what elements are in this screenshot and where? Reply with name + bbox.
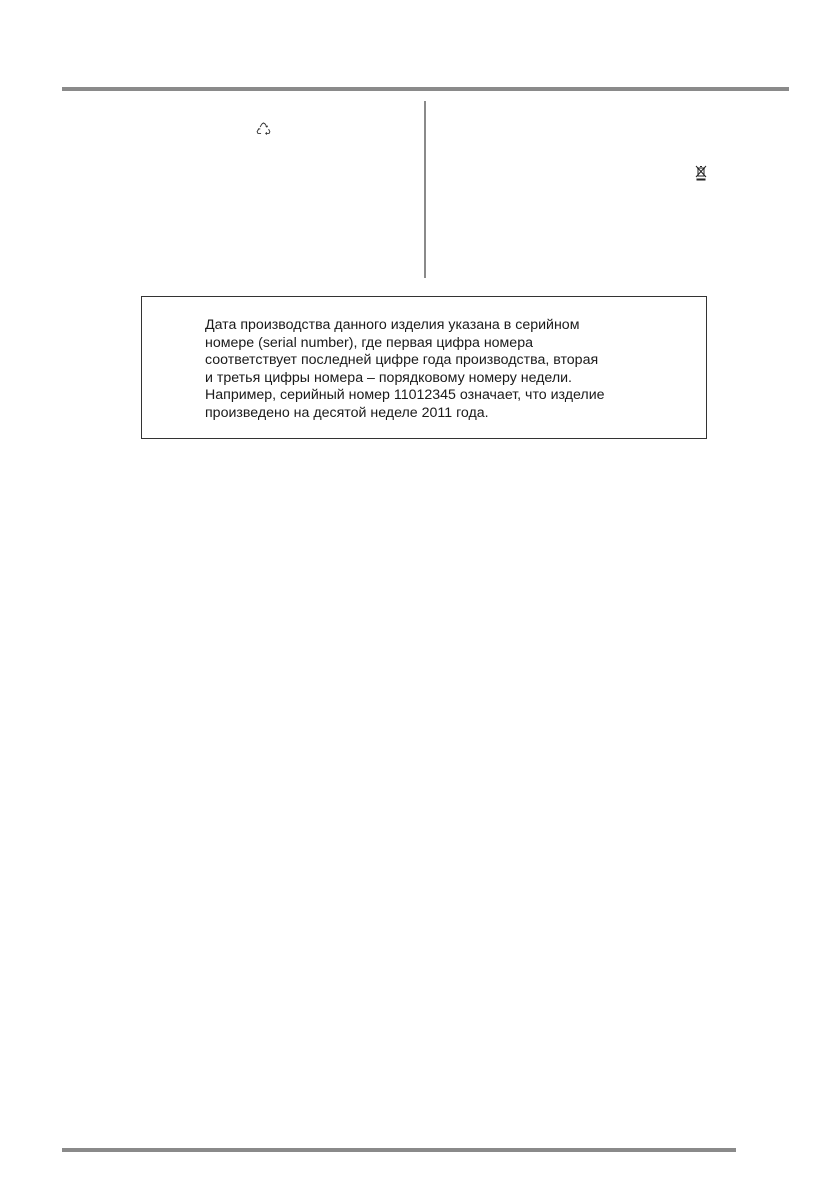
footer-rule xyxy=(62,1148,736,1152)
notice-line: номере (serial number), где первая цифра номера xyxy=(205,334,533,351)
recycle-icon xyxy=(256,122,271,137)
notice-line: и третья цифры номера – порядковому номеру недели. xyxy=(205,369,572,386)
crossed-out-bin-icon xyxy=(695,165,707,181)
column-divider xyxy=(424,101,426,278)
notice-line: Дата производства данного изделия указана в серийном xyxy=(205,317,580,333)
notice-line: Например, серийный номер 11012345 означает, что изделие xyxy=(205,387,605,404)
notice-line: произведено на десятой неделе 2011 года. xyxy=(205,404,489,421)
notice-text xyxy=(205,317,705,423)
notice-line: соответствует последней цифре года производства, вторая xyxy=(205,352,599,369)
header-rule xyxy=(62,87,789,91)
manufacture-date-notice xyxy=(141,296,707,439)
